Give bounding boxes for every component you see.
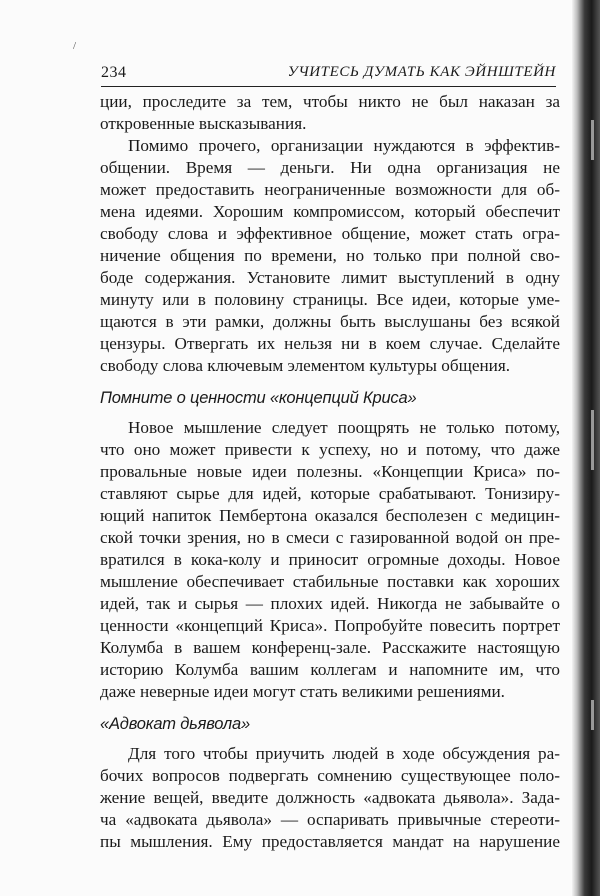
text-line: ча «адвоката дьявола» — оспаривать привычные стереоти-	[100, 810, 560, 829]
scan-speck	[591, 700, 594, 730]
page-header	[101, 64, 556, 87]
text-line: свободу слова и эффективное общение, может стать огра-	[100, 224, 560, 243]
text-line: мышление обеспечивает стабильные поставки как хороших	[100, 572, 560, 591]
text-line: ценности «концепций Криса». Попробуйте повесить портрет	[100, 616, 560, 635]
text-line: Колумба в вашем конференц-зале. Расскажите настоящую	[100, 638, 560, 657]
text-line: свободу слова ключевым элементом культуры общения.	[100, 356, 511, 375]
text-line: ской точки зрения, но в смеси с газированной водой он пре-	[100, 528, 560, 547]
text-line: общении. Время — деньги. Ни одна организация не	[100, 158, 560, 177]
paragraph	[100, 91, 560, 135]
section-heading: Помните о ценности «концепций Криса»	[100, 389, 417, 407]
text-line: минуту или в половину страницы. Все идеи, которые уме-	[100, 290, 560, 309]
text-line: откровенные высказывания.	[100, 114, 307, 133]
text-line: бочих вопросов подвергать сомнению существующее поло-	[100, 766, 560, 785]
scan-speck	[591, 410, 594, 470]
scan-mark: /	[73, 40, 77, 52]
text-line: боде содержания. Установите лимит выступлений в одну	[100, 268, 560, 287]
section-heading: «Адвокат дьявола»	[100, 715, 250, 733]
scan-speck	[591, 120, 594, 160]
text-line: историю Колумба вашим коллегам и напомните им, что	[100, 660, 560, 679]
paragraph	[100, 743, 560, 853]
text-line: жение вещей, введите должность «адвоката дьявола». Зада-	[100, 788, 560, 807]
text-line: ции, проследите за тем, чтобы никто не был наказан за	[100, 92, 560, 111]
text-line: ющий напиток Пембертона оказался бесполезен с медицин-	[100, 506, 560, 525]
text-line: Для того чтобы приучить людей в ходе обсуждения ра-	[128, 744, 560, 763]
text-line: пы мышления. Ему предоставляется мандат на нарушение	[100, 832, 560, 851]
text-line: щаются в эти рамки, должны быть выслушаны без всякой	[100, 312, 560, 331]
running-title: УЧИТЕСЬ ДУМАТЬ КАК ЭЙНШТЕЙН	[287, 64, 556, 80]
text-line: ничение общения по времени, но только при полной сво-	[100, 246, 560, 265]
text-line: Помимо прочего, организации нуждаются в эффектив-	[128, 136, 560, 155]
paragraph	[100, 417, 560, 703]
text-line: провальные новые идеи полезны. «Концепции Криса» по-	[100, 462, 560, 481]
text-line: Новое мышление следует поощрять не только потому,	[128, 418, 560, 437]
text-line: мена идеями. Хорошим компромиссом, который обеспечит	[100, 202, 560, 221]
text-line: вратился в кока-колу и приносит огромные доходы. Новое	[100, 550, 560, 569]
text-line: идей, так и сырья — плохих идей. Никогда не забывайте о	[100, 594, 560, 613]
page-number: 234	[101, 64, 127, 81]
text-line: даже неверные идеи могут стать великими решениями.	[100, 682, 505, 701]
paragraph	[100, 135, 560, 377]
text-line: может предоставить неограниченные возможности для об-	[100, 180, 560, 199]
body-text	[100, 91, 560, 853]
text-line: ставляют сырье для идей, которые срабатывают. Тонизиру-	[100, 484, 560, 503]
text-line: что оно может привести к успеху, но и потому, что даже	[100, 440, 560, 459]
binding-edge	[572, 0, 600, 896]
text-line: цензуры. Отвергать их нельзя ни в коем случае. Сделайте	[100, 334, 560, 353]
